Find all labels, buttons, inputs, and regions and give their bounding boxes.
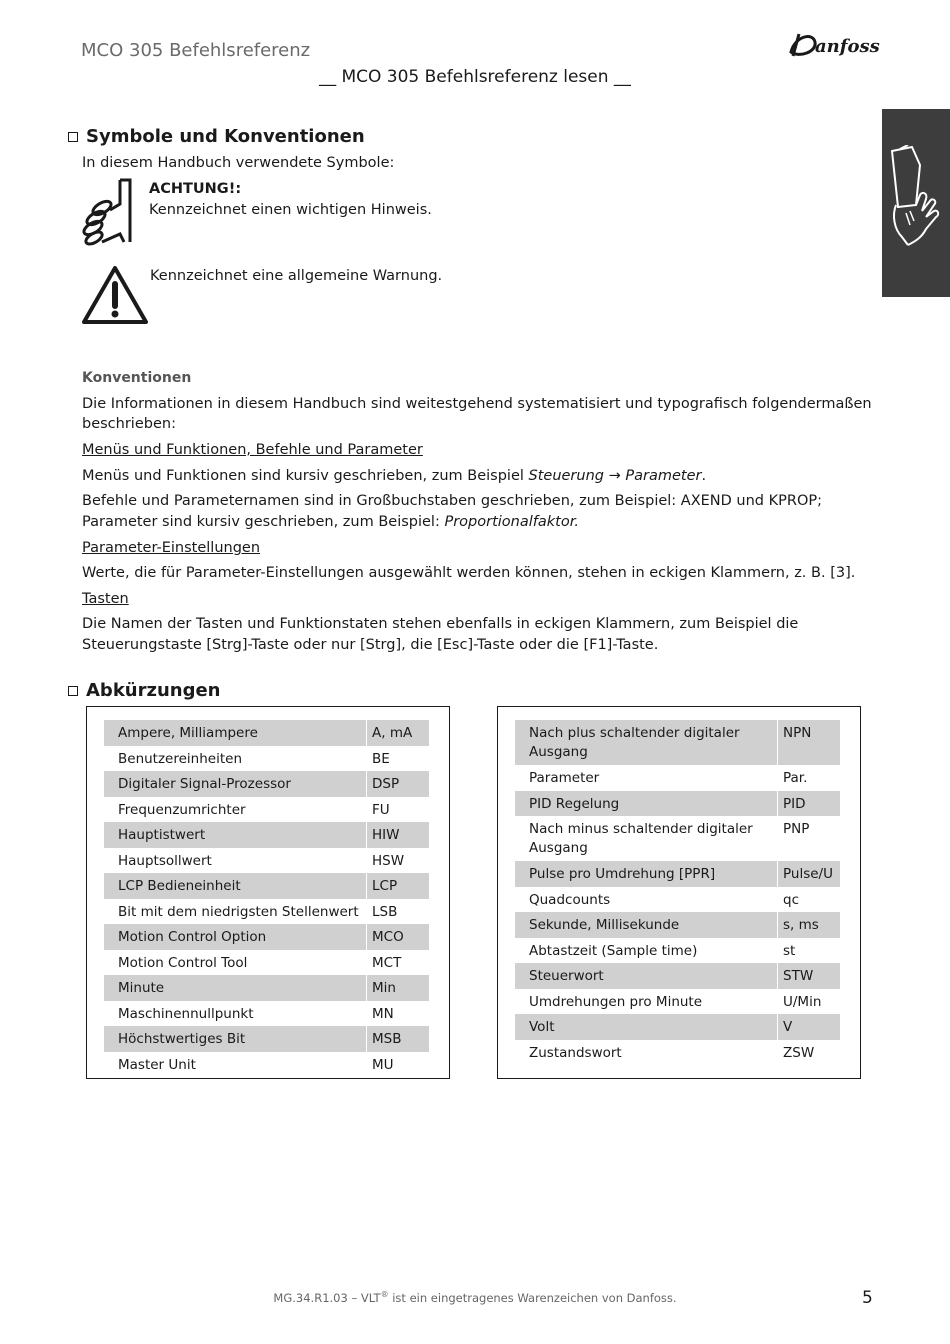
abbreviation-term-line: Steuerwort [529, 968, 604, 984]
table-row [515, 861, 840, 887]
abbreviation-term [529, 993, 702, 1012]
abbreviation-term [118, 979, 164, 998]
column-divider [777, 963, 778, 989]
abbreviation-short: DSP [372, 776, 400, 792]
table-row [104, 746, 429, 772]
abbreviation-term [118, 903, 359, 922]
abbreviation-term-line: Minute [118, 980, 165, 996]
table-row [104, 899, 429, 925]
menus-example-b: Parameter [625, 468, 702, 484]
abbreviation-short: PNP [783, 821, 810, 837]
abbreviation-term-line: Hauptsollwert [118, 852, 212, 869]
table-row [515, 765, 840, 791]
abbreviation-term [118, 724, 258, 743]
table-row [515, 963, 840, 989]
abbreviation-short: MCT [372, 954, 402, 971]
footer-text [0, 1290, 950, 1305]
abbreviation-short: ZSW [783, 1044, 815, 1061]
svg-text:anfoss: anfoss [815, 36, 880, 57]
abbreviation-short: STW [783, 968, 814, 984]
abbreviation-short: MU [372, 1056, 394, 1073]
table-row [104, 720, 429, 746]
symbols-intro: In diesem Handbuch verwendete Symbole: [82, 155, 395, 171]
registered-mark: ® [380, 1290, 389, 1299]
table-row [104, 950, 429, 976]
abbreviation-term [529, 916, 679, 935]
column-divider [777, 1014, 778, 1040]
abbreviation-term [529, 942, 697, 961]
table-row [515, 938, 840, 964]
table-row [104, 797, 429, 823]
table-row [104, 924, 429, 950]
table-row [515, 1040, 840, 1066]
pointing-hand-icon [80, 176, 136, 246]
abbreviation-term [529, 891, 610, 910]
column-divider [777, 791, 778, 817]
abbreviation-term [529, 724, 740, 762]
page-number: 5 [862, 1288, 873, 1308]
abbreviation-term [529, 769, 599, 788]
column-divider [366, 848, 367, 874]
abbreviation-short: LSB [372, 903, 398, 920]
table-row [515, 720, 840, 765]
column-divider [366, 873, 367, 899]
abbreviation-term [529, 1044, 622, 1063]
abbreviation-term-line: Nach plus schaltender digitaler [529, 725, 740, 741]
abbreviation-short: Min [372, 980, 396, 996]
commands-line2-pre: Parameter sind kursiv geschrieben, zum Beispiel: [82, 514, 445, 530]
commands-line2-example: Proportionalfaktor. [444, 514, 579, 530]
table-row [515, 1014, 840, 1040]
commands-line2 [82, 512, 579, 532]
abbreviation-short: MSB [372, 1031, 402, 1047]
abbreviation-term [118, 877, 241, 896]
abbreviation-short: PID [783, 795, 806, 812]
reading-hand-icon [886, 145, 944, 255]
table-row [104, 1052, 429, 1078]
abbreviation-term [118, 801, 246, 820]
abbreviation-term-line: Volt [529, 1019, 555, 1035]
abbreviation-term-line: Frequenzumrichter [118, 801, 246, 818]
abbreviation-term [118, 1030, 245, 1049]
abbreviation-short: FU [372, 801, 390, 818]
keys-line2: Steuerungstaste [Strg]-Taste oder nur [Strg], die [Esc]-Taste oder die [F1]-Taste. [82, 637, 659, 653]
abbreviation-short: Pulse/U [783, 866, 833, 882]
column-divider [366, 950, 367, 976]
chapter-tab [882, 109, 950, 297]
table-row [104, 822, 429, 848]
column-divider [366, 1001, 367, 1027]
abbreviation-short: s, ms [783, 917, 819, 933]
note-text: Kennzeichnet einen wichtigen Hinweis. [149, 202, 432, 218]
abbreviation-term [529, 865, 715, 884]
abbreviation-term [118, 928, 266, 947]
abbreviation-term [529, 967, 604, 986]
danfoss-logo [785, 24, 889, 64]
abbreviation-term [529, 795, 619, 814]
abbreviation-term [118, 852, 212, 871]
column-divider [777, 989, 778, 1015]
abbreviation-short: A, mA [372, 725, 413, 741]
abbreviation-short: NPN [783, 725, 812, 741]
abbreviation-term [529, 1018, 555, 1037]
abbreviation-term-line: Sekunde, Millisekunde [529, 917, 680, 933]
column-divider [777, 816, 778, 861]
abbreviation-term-line: Abtastzeit (Sample time) [529, 942, 698, 959]
section-heading-symbols: Symbole und Konventionen [86, 126, 365, 147]
abbreviation-term-line: Pulse pro Umdrehung [PPR] [529, 866, 716, 882]
keys-line1: Die Namen der Tasten und Funktionstaten stehen ebenfalls in eckigen Klammern, zum Beispiel die [82, 616, 799, 632]
abbreviation-term [118, 826, 205, 845]
abbreviation-short: MN [372, 1005, 394, 1022]
column-divider [777, 912, 778, 938]
table-row [104, 771, 429, 797]
abbreviation-term-line: Ampere, Milliampere [118, 725, 258, 741]
abbreviations-table-left [86, 706, 450, 1079]
table-row [104, 848, 429, 874]
table-row [515, 887, 840, 913]
menus-heading: Menüs und Funktionen, Befehle und Parameter [82, 442, 423, 458]
abbreviation-term-line: Motion Control Tool [118, 954, 248, 971]
column-divider [366, 1026, 367, 1052]
abbreviation-short: HSW [372, 852, 405, 869]
param-text: Werte, die für Parameter-Einstellungen ausgewählt werden können, stehen in eckigen Klammern, z. B. [3]. [82, 565, 856, 581]
section-heading-abbreviations: Abkürzungen [86, 680, 221, 701]
menus-example-a: Steuerung [528, 468, 604, 484]
abbreviation-term-line: LCP Bedieneinheit [118, 878, 241, 894]
abbreviation-term-line: Zustandswort [529, 1044, 622, 1061]
abbreviation-term [118, 1056, 196, 1075]
column-divider [777, 887, 778, 913]
column-divider [777, 861, 778, 887]
abbreviation-term-line: Nach minus schaltender digitaler [529, 821, 753, 837]
abbreviation-short: LCP [372, 878, 398, 894]
table-row [104, 1026, 429, 1052]
abbreviation-term [118, 954, 247, 973]
abbreviation-term-line: Hauptistwert [118, 827, 206, 843]
column-divider [366, 1052, 367, 1078]
table-row [104, 1001, 429, 1027]
abbreviation-short: st [783, 942, 796, 959]
abbreviation-term-line: Ausgang [529, 744, 588, 760]
footer-text-post: ist ein eingetragenes Warenzeichen von Danfoss. [388, 1290, 677, 1305]
table-row [515, 816, 840, 861]
abbreviation-term-line: Bit mit dem niedrigsten Stellenwert [118, 903, 359, 920]
abbreviation-short: BE [372, 750, 390, 767]
column-divider [777, 938, 778, 964]
abbreviation-short: U/Min [783, 993, 822, 1010]
abbreviation-term-line: Höchstwertiges Bit [118, 1031, 246, 1047]
menus-text [82, 466, 706, 486]
column-divider [366, 924, 367, 950]
abbreviation-short: V [783, 1019, 793, 1035]
document-title: MCO 305 Befehlsreferenz [81, 40, 311, 61]
abbreviation-short: MCO [372, 929, 404, 945]
abbreviation-short: HIW [372, 827, 400, 843]
abbreviation-term-line: Digitaler Signal-Prozessor [118, 776, 291, 792]
column-divider [366, 797, 367, 823]
abbreviation-term [118, 750, 242, 769]
abbreviation-term-line: Maschinennullpunkt [118, 1005, 254, 1022]
section-bullet-icon [68, 686, 78, 696]
table-row [104, 873, 429, 899]
table-row [104, 975, 429, 1001]
chapter-title: __ MCO 305 Befehlsreferenz lesen __ [319, 67, 631, 87]
param-heading: Parameter-Einstellungen [82, 540, 261, 556]
column-divider [777, 765, 778, 791]
column-divider [366, 822, 367, 848]
column-divider [366, 746, 367, 772]
conventions-intro-line2: beschrieben: [82, 416, 176, 432]
table-row [515, 989, 840, 1015]
conventions-heading: Konventionen [82, 370, 192, 386]
note-title: ACHTUNG!: [149, 181, 242, 197]
column-divider [366, 975, 367, 1001]
commands-line1: Befehle und Parameternamen sind in Großbuchstaben geschrieben, zum Beispiel: AXEND und KPROP; [82, 493, 822, 509]
column-divider [366, 899, 367, 925]
abbreviation-term [118, 1005, 254, 1024]
arrow-icon: → [608, 468, 621, 484]
abbreviation-term-line: PID Regelung [529, 795, 620, 812]
column-divider [777, 720, 778, 765]
menus-text-pre: Menüs und Funktionen sind kursiv geschrieben, zum Beispiel [82, 468, 529, 484]
section-bullet-icon [68, 132, 78, 142]
footer-text-pre: MG.34.R1.03 – VLT [273, 1290, 381, 1305]
warning-triangle-icon [80, 264, 150, 326]
abbreviation-term-line: Parameter [529, 770, 600, 786]
abbreviation-term [529, 820, 753, 858]
menus-text-post: . [701, 468, 707, 484]
column-divider [777, 1040, 778, 1066]
table-row [515, 791, 840, 817]
abbreviation-term-line: Umdrehungen pro Minute [529, 993, 703, 1010]
warning-text: Kennzeichnet eine allgemeine Warnung. [150, 268, 443, 284]
abbreviation-term-line: Ausgang [529, 840, 588, 856]
column-divider [366, 771, 367, 797]
abbreviation-term-line: Motion Control Option [118, 929, 267, 945]
conventions-intro-line1: Die Informationen in diesem Handbuch sind weitestgehend systematisiert und typografisch folgendermaßen [82, 396, 872, 412]
abbreviation-term-line: Quadcounts [529, 891, 611, 908]
abbreviation-short: qc [783, 891, 799, 908]
table-row [515, 912, 840, 938]
keys-heading: Tasten [82, 591, 129, 607]
abbreviation-term-line: Master Unit [118, 1056, 196, 1073]
abbreviation-term-line: Benutzereinheiten [118, 750, 242, 767]
abbreviations-table-right [497, 706, 861, 1079]
column-divider [366, 720, 367, 746]
abbreviation-term [118, 775, 291, 794]
abbreviation-short: Par. [783, 770, 808, 786]
